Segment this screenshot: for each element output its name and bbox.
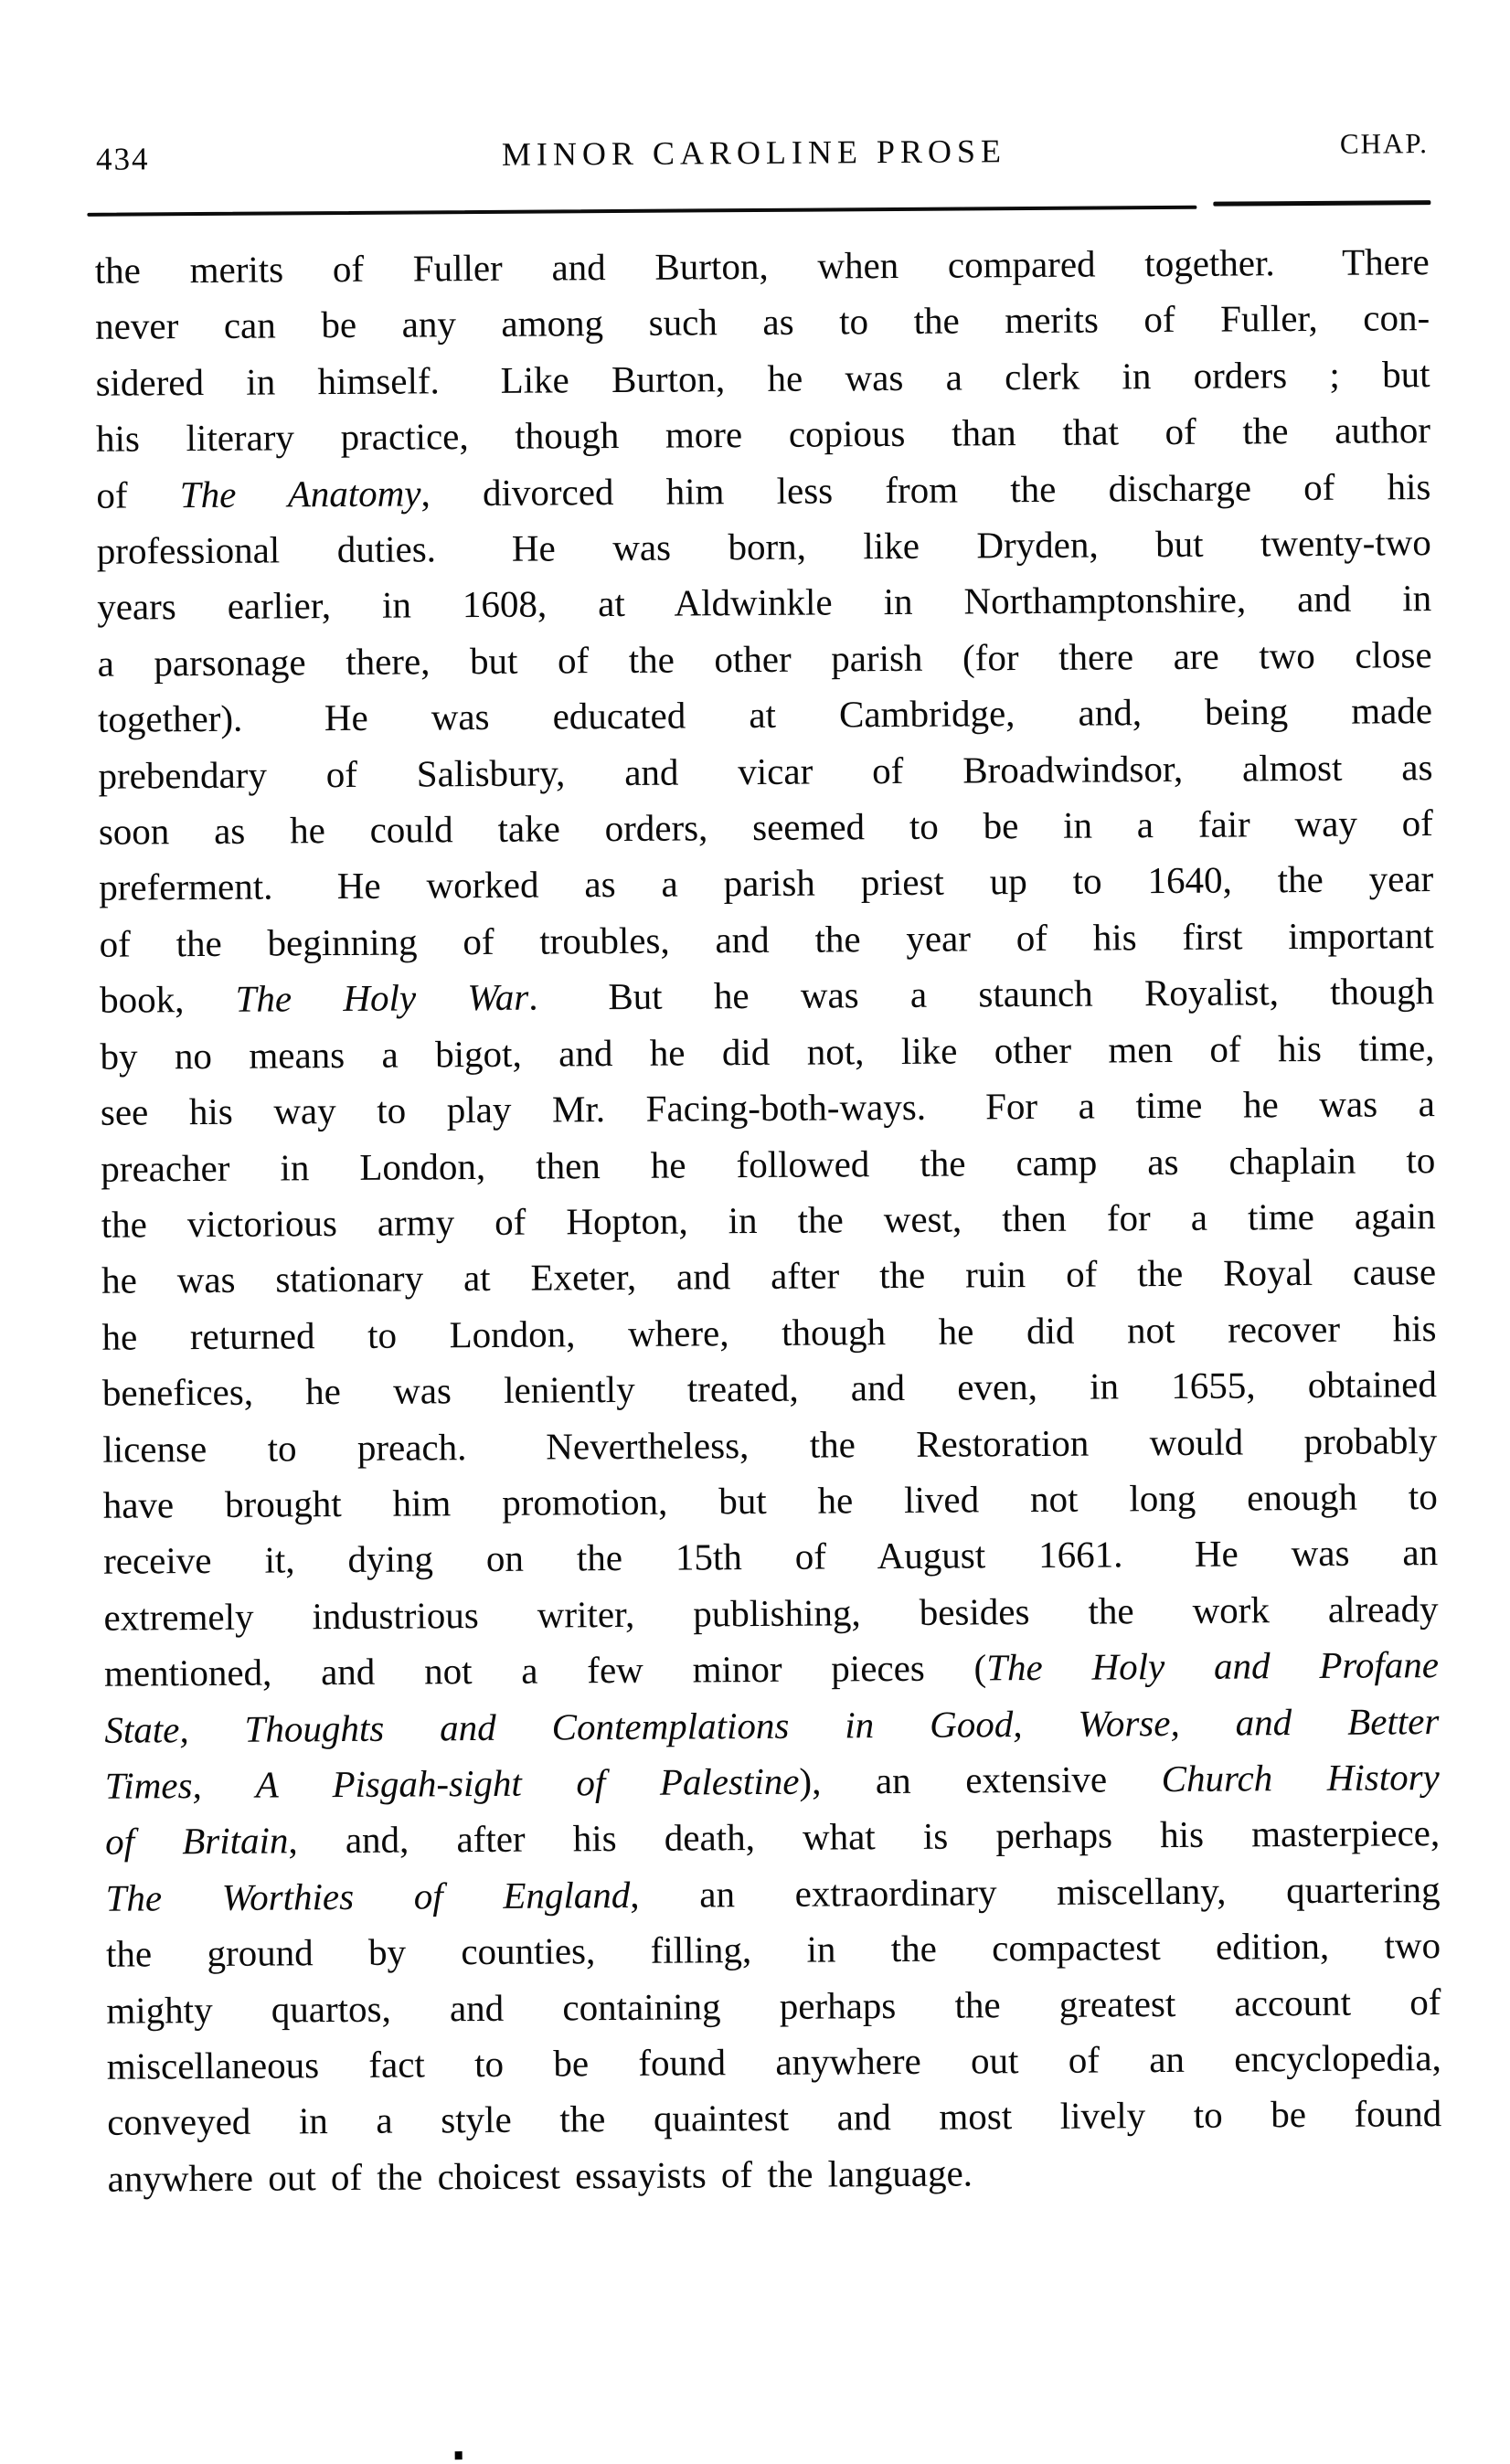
text-segment: soon as he could take orders, seemed to be in a fair way of [98, 802, 1433, 853]
text-line [95, 346, 1430, 411]
text-segment: anywhere out of the choicest essayists of the language. [107, 2151, 973, 2200]
text-line [98, 739, 1432, 804]
italic-title-segment: The Holy War [235, 975, 529, 1021]
italic-title-segment: Times, A Pisgah-sight of Palestine [104, 1759, 800, 1807]
text-segment: the ground by counties, filling, in the compactest edition, two [105, 1924, 1441, 1975]
chapter-label: CHAP. [1339, 127, 1430, 160]
text-line [97, 627, 1431, 692]
text-line [99, 852, 1433, 917]
text-line [100, 963, 1434, 1028]
italic-title-segment: The Anatomy [179, 472, 421, 515]
text-line [100, 1020, 1434, 1085]
text-line [101, 1076, 1435, 1141]
text-line [105, 1805, 1440, 1870]
text-segment: book, [99, 978, 236, 1022]
text-line [95, 291, 1430, 356]
text-line [101, 1132, 1435, 1197]
text-line [107, 2030, 1441, 2095]
text-segment: he was stationary at Exeter, and after the ruin of the Royal cause [101, 1250, 1437, 1302]
page-body [95, 234, 1442, 2207]
text-segment: extremely industrious writer, publishing, besides the work already [103, 1587, 1439, 1639]
text-line [104, 1637, 1439, 1702]
text-line [105, 1749, 1440, 1814]
text-segment: preferment. He worked as a parish priest up to 1640, the year [99, 857, 1434, 909]
text-segment: professional duties. He was born, like Dryden, but twenty-two [96, 521, 1431, 572]
text-segment: years earlier, in 1608, at Aldwinkle in Northamptonshire, and in [97, 577, 1432, 629]
text-segment: preacher in London, then he followed the camp as chaplain to [101, 1138, 1436, 1190]
text-line [107, 2142, 1441, 2207]
text-line [97, 515, 1431, 579]
text-segment: his literary practice, though more copious than that of the author [95, 409, 1431, 461]
ink-speck-artifact [455, 2451, 463, 2459]
text-segment: , divorced him less from the discharge of his [420, 464, 1431, 515]
text-line [103, 1469, 1438, 1534]
text-line [107, 2086, 1441, 2151]
text-segment: never can be any among such as to the merits of Fuller, con- [95, 296, 1430, 348]
text-line [106, 1917, 1441, 1982]
text-line [99, 908, 1433, 972]
text-line [96, 459, 1430, 524]
text-segment: of [96, 473, 180, 516]
text-line [98, 683, 1432, 748]
header-rule-right [1213, 200, 1430, 207]
text-segment: receive it, dying on the 15th of August 1661. He was an [103, 1531, 1439, 1583]
text-segment: have brought him promotion, but he lived not long enough to [102, 1475, 1438, 1526]
text-segment: sidered in himself. Like Burton, he was a clerk in orders ; but [95, 352, 1430, 404]
italic-title-segment: The Worthies of England [105, 1873, 631, 1919]
text-segment: a parsonage there, but of the other parish (for there are two close [97, 632, 1432, 685]
text-segment: miscellaneous fact to be found anywhere out of an encyclopedia, [106, 2036, 1441, 2087]
italic-title-segment: of Britain [105, 1819, 289, 1864]
italic-title-segment: State, Thoughts and Contemplations in Good, Worse, and Better [104, 1699, 1440, 1751]
text-line [96, 402, 1430, 467]
text-line [101, 1244, 1436, 1309]
text-segment: , an extraordinary miscellany, quartering [630, 1867, 1441, 1916]
text-line [103, 1524, 1438, 1589]
text-line [104, 1694, 1439, 1758]
text-segment: see his way to play Mr. Facing-both-ways. For a time he was a [100, 1082, 1436, 1133]
text-line [97, 571, 1431, 636]
running-header-title: MINOR CAROLINE PROSE [501, 133, 1007, 173]
text-segment: benefices, he was leniently treated, and even, in 1655, obtained [101, 1363, 1438, 1414]
text-segment: mighty quartos, and containing perhaps the greatest account of [106, 1980, 1441, 2032]
text-line [99, 795, 1433, 860]
header-rule-left [87, 206, 1196, 217]
text-line [102, 1413, 1437, 1478]
text-line [101, 1301, 1436, 1365]
text-segment: mentioned, and not a few minor pieces ( [103, 1646, 987, 1694]
text-segment: license to preach. Nevertheless, the Restoration would probably [102, 1418, 1438, 1471]
italic-title-segment: The Holy and Profane [986, 1643, 1440, 1689]
text-segment: he returned to London, where, though he did not recover his [101, 1306, 1437, 1358]
text-segment: . But he was a staunch Royalist, though [528, 970, 1435, 1018]
text-segment: ), an extensive [799, 1758, 1162, 1802]
text-segment: the victorious army of Hopton, in the west, then for a time again [101, 1194, 1436, 1246]
text-segment: by no means a bigot, and he did not, like other men of his time, [100, 1025, 1435, 1078]
text-line [103, 1581, 1438, 1646]
page-number: 434 [95, 141, 150, 177]
italic-title-segment: Church History [1161, 1756, 1440, 1800]
text-line [95, 234, 1430, 299]
text-line [102, 1356, 1437, 1421]
text-segment: , and, after his death, what is perhaps his masterpiece, [288, 1811, 1441, 1862]
text-segment: the merits of Fuller and Burton, when compared together. There [94, 240, 1430, 292]
text-segment: prebendary of Salisbury, and vicar of Broadwindsor, almost as [98, 745, 1433, 797]
text-line [106, 1974, 1441, 2039]
text-segment: of the beginning of troubles, and the year of his first important [99, 913, 1434, 965]
text-segment: together). He was educated at Cambridge, and, being made [97, 689, 1433, 741]
text-line [105, 1862, 1440, 1927]
text-line [101, 1188, 1436, 1253]
text-segment: conveyed in a style the quaintest and most lively to be found [107, 2092, 1442, 2144]
